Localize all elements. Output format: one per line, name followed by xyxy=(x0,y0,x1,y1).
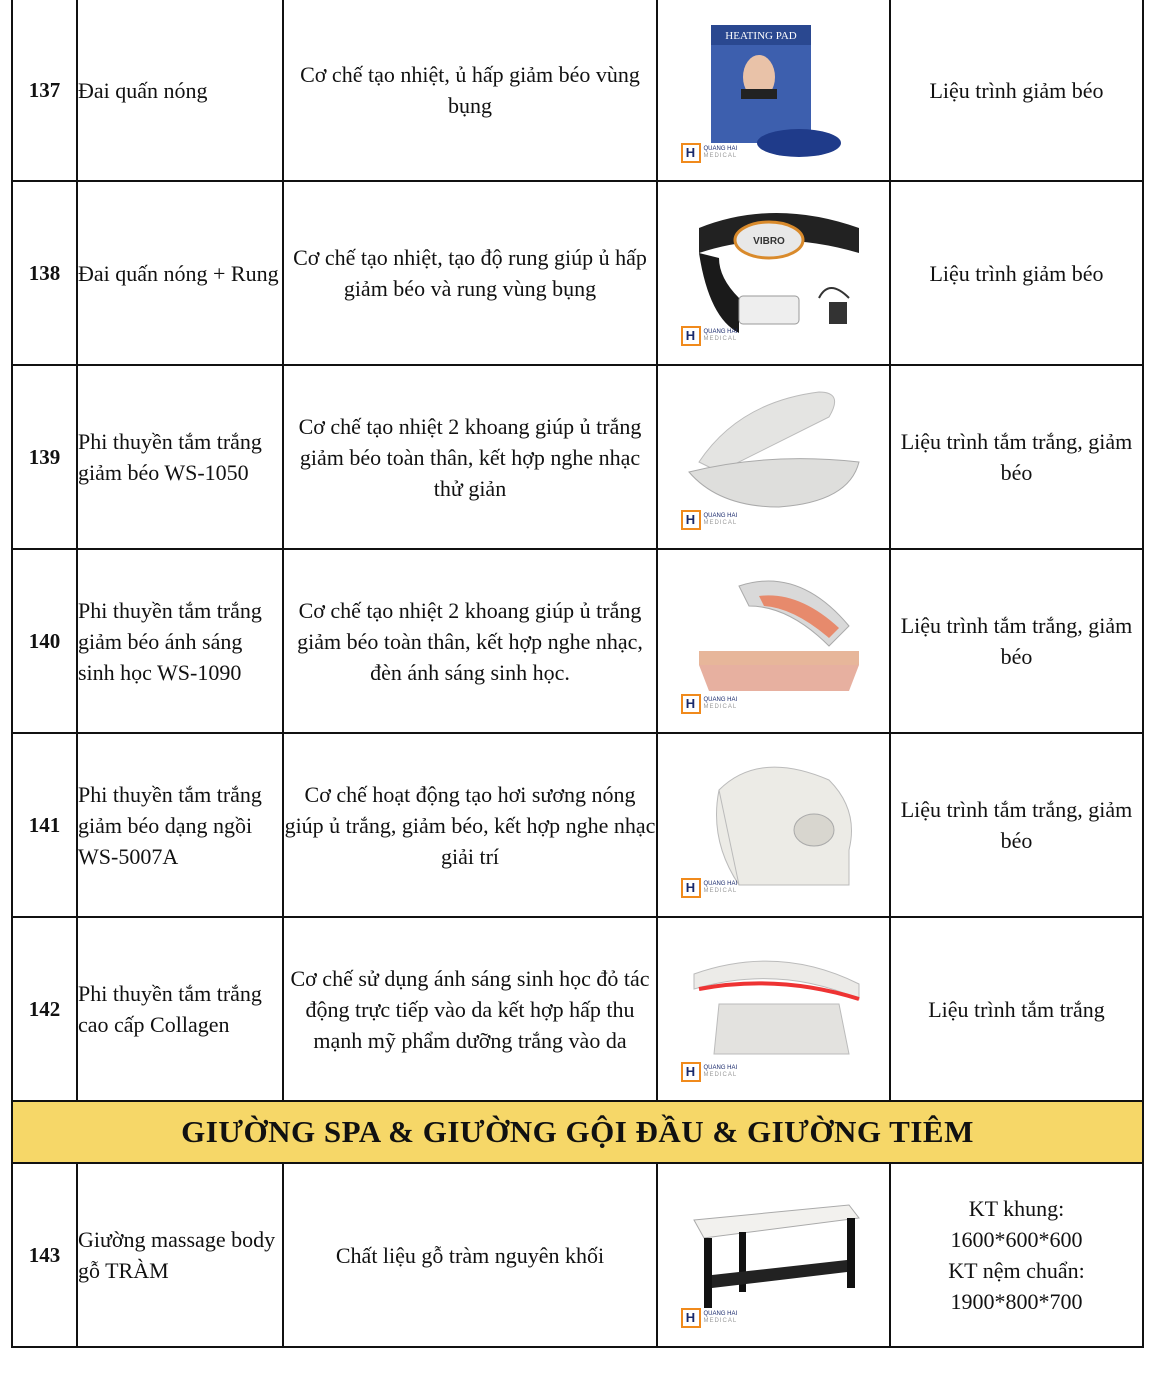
treatment-use: Liệu trình tắm trắng, giảm béo xyxy=(890,365,1143,549)
quang-hai-logo: H QUANG HAI MEDICAL xyxy=(681,326,738,346)
product-description: Cơ chế hoạt động tạo hơi sương nóng giúp ủ trắng, giảm béo, kết hợp nghe nhạc giải trí xyxy=(283,733,657,917)
mattress-size-value: 1900*800*700 xyxy=(950,1289,1083,1314)
frame-size-label: KT khung: xyxy=(968,1196,1065,1221)
product-name: Đai quấn nóng + Rung xyxy=(77,181,283,365)
table-row xyxy=(12,0,1143,181)
row-number: 139 xyxy=(12,365,77,549)
box-label: HEATING PAD xyxy=(724,30,797,42)
belt-label: VIBRO xyxy=(752,236,785,247)
product-image-cell xyxy=(657,549,890,733)
quang-hai-logo: H QUANG HAI MEDICAL xyxy=(681,694,738,714)
quang-hai-logo: H QUANG HAI MEDICAL xyxy=(681,878,738,898)
sitting-capsule-image xyxy=(679,750,869,900)
collagen-bed-image xyxy=(679,934,869,1084)
product-description: Chất liệu gỗ tràm nguyên khối xyxy=(283,1163,657,1347)
product-image-cell xyxy=(657,917,890,1101)
table-row xyxy=(12,181,1143,365)
product-image-cell xyxy=(657,365,890,549)
table-row xyxy=(12,733,1143,917)
product-name: Phi thuyền tắm trắng cao cấp Collagen xyxy=(77,917,283,1101)
section-header-row xyxy=(12,1101,1143,1163)
product-image-cell xyxy=(657,733,890,917)
treatment-use: Liệu trình tắm trắng, giảm béo xyxy=(890,733,1143,917)
treatment-use: Liệu trình tắm trắng, giảm béo xyxy=(890,549,1143,733)
product-image-cell xyxy=(657,1163,890,1347)
row-number: 138 xyxy=(12,181,77,365)
product-description: Cơ chế tạo nhiệt, tạo độ rung giúp ủ hấp giảm béo và rung vùng bụng xyxy=(283,181,657,365)
product-image-cell xyxy=(657,181,890,365)
product-name: Giường massage body gỗ TRÀM xyxy=(77,1163,283,1347)
mattress-size-label: KT nệm chuẩn: xyxy=(948,1258,1085,1283)
quang-hai-logo: H QUANG HAI MEDICAL xyxy=(681,143,738,163)
product-description: Cơ chế tạo nhiệt, ủ hấp giảm béo vùng bụng xyxy=(283,0,657,181)
product-description: Cơ chế tạo nhiệt 2 khoang giúp ủ trắng giảm béo toàn thân, kết hợp nghe nhạc, đèn ánh sáng sinh học. xyxy=(283,549,657,733)
massage-bed-image xyxy=(679,1180,869,1330)
row-number: 141 xyxy=(12,733,77,917)
table-row xyxy=(12,549,1143,733)
section-title: GIƯỜNG SPA & GIƯỜNG GỘI ĐẦU & GIƯỜNG TIÊM xyxy=(12,1101,1143,1163)
product-name: Phi thuyền tắm trắng giảm béo WS-1050 xyxy=(77,365,283,549)
table-row xyxy=(12,1163,1143,1347)
row-number: 137 xyxy=(12,0,77,181)
product-name: Phi thuyền tắm trắng giảm béo ánh sáng sinh học WS-1090 xyxy=(77,549,283,733)
row-number: 143 xyxy=(12,1163,77,1347)
treatment-use: Liệu trình tắm trắng xyxy=(890,917,1143,1101)
product-name: Đai quấn nóng xyxy=(77,0,283,181)
table-row xyxy=(12,917,1143,1101)
product-name: Phi thuyền tắm trắng giảm béo dạng ngồi WS-5007A xyxy=(77,733,283,917)
quang-hai-logo: H QUANG HAI MEDICAL xyxy=(681,510,738,530)
treatment-use: Liệu trình giảm béo xyxy=(890,0,1143,181)
treatment-use: Liệu trình giảm béo xyxy=(890,181,1143,365)
product-description: Cơ chế tạo nhiệt 2 khoang giúp ủ trắng giảm béo toàn thân, kết hợp nghe nhạc thử giản xyxy=(283,365,657,549)
row-number: 142 xyxy=(12,917,77,1101)
product-description: Cơ chế sử dụng ánh sáng sinh học đỏ tác động trực tiếp vào da kết hợp hấp thu mạnh mỹ phẩm dưỡng trắng vào da xyxy=(283,917,657,1101)
quang-hai-logo: H QUANG HAI MEDICAL xyxy=(681,1308,738,1328)
product-image-cell xyxy=(657,0,890,181)
vibro-belt-image xyxy=(679,198,869,348)
frame-size-value: 1600*600*600 xyxy=(950,1227,1083,1252)
light-capsule-image xyxy=(679,566,869,716)
quang-hai-logo: H QUANG HAI MEDICAL xyxy=(681,1062,738,1082)
product-table xyxy=(11,0,1144,1348)
row-number: 140 xyxy=(12,549,77,733)
spa-capsule-image xyxy=(679,382,869,532)
table-row xyxy=(12,365,1143,549)
treatment-use xyxy=(890,1163,1143,1347)
heating-pad-image xyxy=(679,15,869,165)
